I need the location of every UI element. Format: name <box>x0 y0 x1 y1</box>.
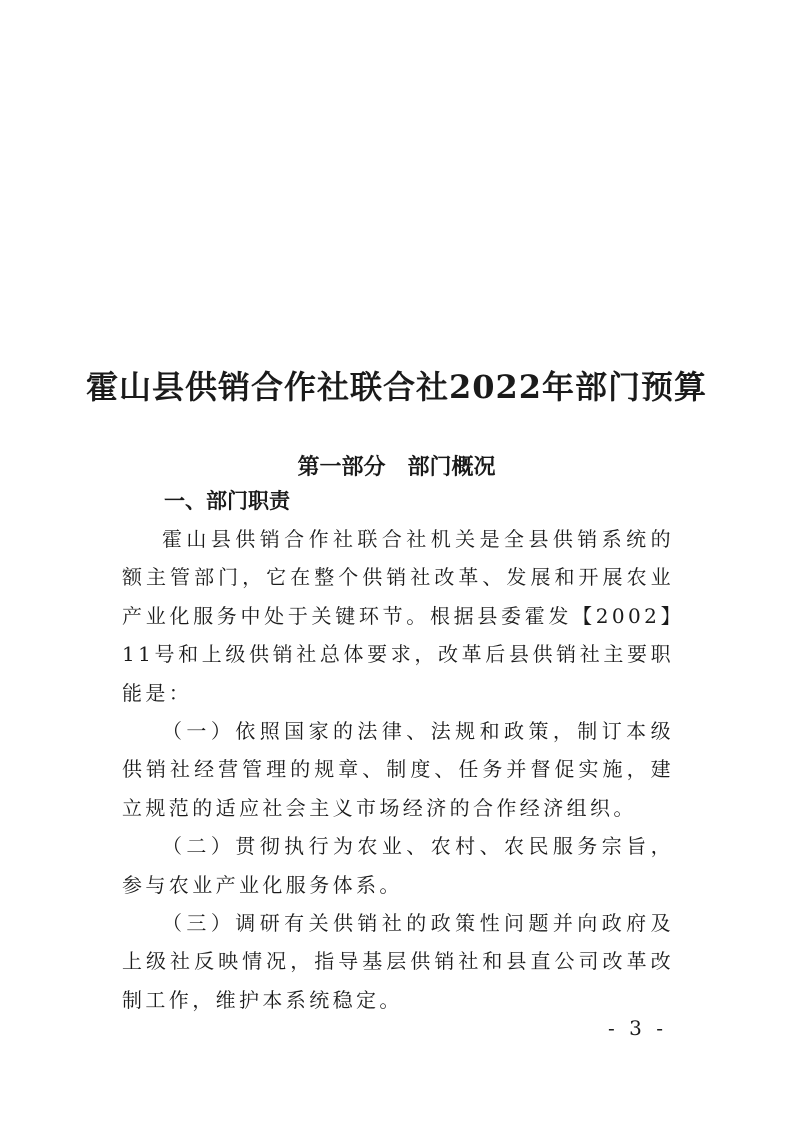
page-number: - 3 - <box>608 1016 667 1040</box>
document-title: 霍山县供销合作社联合社2022年部门预算 <box>85 368 708 406</box>
body-text <box>122 520 674 1019</box>
part-heading: 第一部分 部门概况 <box>297 455 496 480</box>
paragraph-item-2: （二）贯彻执行为农业、农村、农民服务宗旨，参与农业产业化服务体系。 <box>122 834 674 897</box>
section-heading: 一、部门职责 <box>164 489 290 513</box>
paragraph-intro: 霍山县供销合作社联合社机关是全县供销系统的额主管部门，它在整个供销社改革、发展和开展农业产业化服务中处于关键环节。根据县委霍发【2002】11号和上级供销社总体要求，改革后县供销社主要职能是： <box>122 527 674 705</box>
paragraph-item-1: （一）依照国家的法律、法规和政策，制订本级供销社经营管理的规章、制度、任务并督促实施，建立规范的适应社会主义市场经济的合作经济组织。 <box>122 719 674 820</box>
paragraph-item-3: （三）调研有关供销社的政策性问题并向政府及上级社反映情况，指导基层供销社和县直公司改革改制工作，维护本系统稳定。 <box>122 911 674 1012</box>
